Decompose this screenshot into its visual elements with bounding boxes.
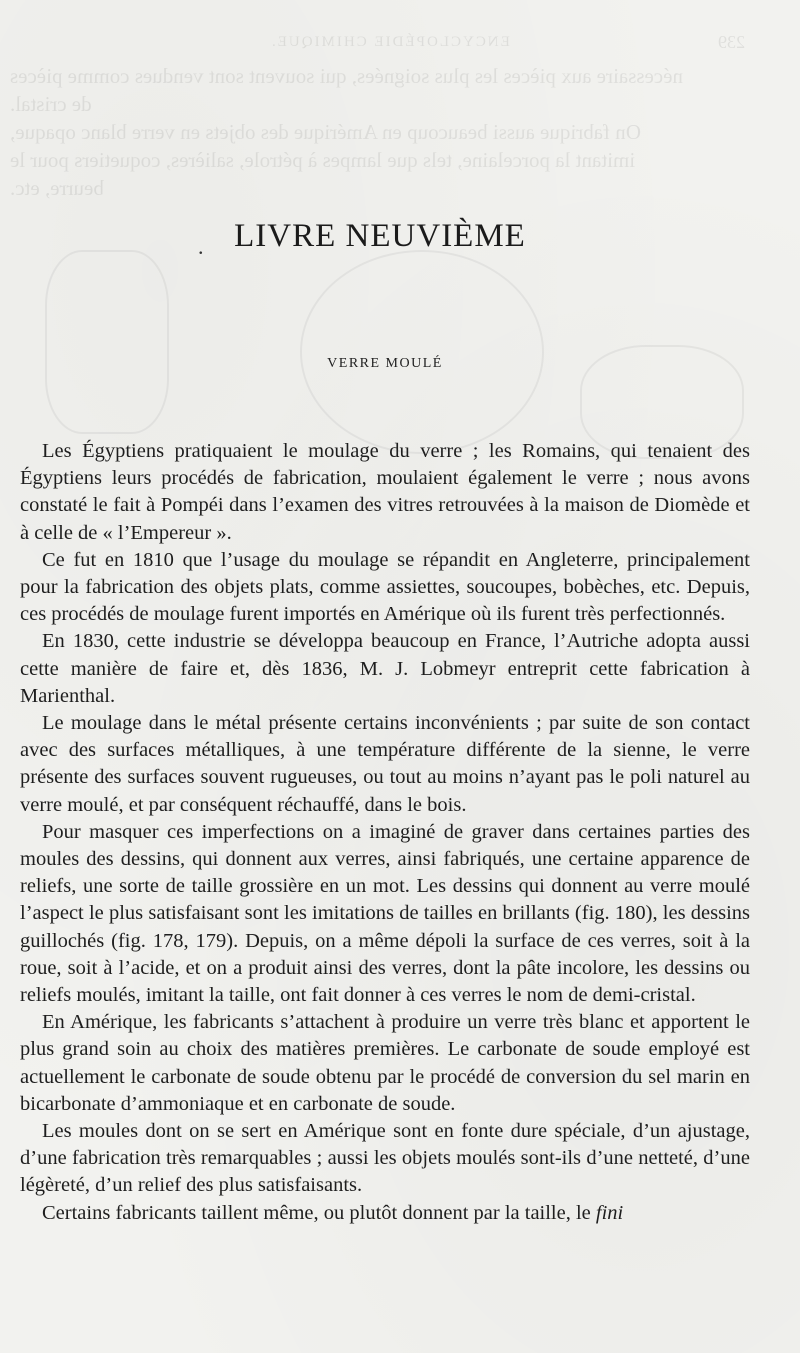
paragraph: En 1830, cette industrie se développa beaucoup en France, l’Autriche adopta aussi cette manière de faire et, dès 1836, M. J. Lobmeyr entreprit cette fabrication à Marienthal. (20, 630, 750, 707)
paragraph: En Amérique, les fabricants s’attachent à produire un verre très blanc et apportent le plus grand soin au choix des matières premières. Le carbonate de soude employé est actuellement le carbonate de soude obtenu par le procédé de conversion du sel marin en bicarbonate d’ammoniaque et en carbonate de soude. (20, 1011, 750, 1115)
show-through-figure (300, 250, 544, 454)
print-speck: . (198, 234, 204, 259)
italic-word: fini (595, 1201, 624, 1224)
show-through-page-number: 239 (718, 32, 745, 52)
chapter-title: LIVRE NEUVIÈME (234, 218, 526, 254)
show-through-line: nécessaire aux pièces les plus soignées, qui souvent sont vendues comme pièces (10, 64, 683, 88)
paragraph: Les moules dont on se sert en Amérique sont en fonte dure spéciale, d’un ajustage, d’une fabrication très remarquables ; aussi les objets moulés sont-ils d’une netteté, d’une légèreté, d’un relief des plus satisfaisants. (20, 1120, 750, 1197)
show-through-line: imitant la porcelaine, tels que lampes à pétrole, salières, coquetiers pour le (10, 148, 636, 172)
body-text (20, 438, 750, 1227)
paragraph: Les Égyptiens pratiquaient le moulage du verre ; les Romains, qui tenaient des Égyptiens leurs procédés de fabrication, moulaient également le verre ; nous avons constaté le fait à Pompéi dans l’examen des vitres retrouvées à la maison de Diomède et à celle de « l’Empereur ». (20, 440, 750, 544)
paragraph: Pour masquer ces imperfections on a imaginé de graver dans certaines parties des moules des dessins, qui donnent aux verres, ainsi fabriqués, une certaine apparence de reliefs, une sorte de taille grossière en un mot. Les dessins qui donnent au verre moulé l’aspect le plus satisfaisant sont les imitations de tailles en brillants (fig. 180), les dessins guillochés (fig. 178, 179). Depuis, on a même dépoli la surface de ces verres, soit à la roue, soit à l’acide, et on a produit ainsi des verres, dont la pâte incolore, les dessins ou reliefs moulés, imitant la taille, ont fait donner à ces verres le nom de demi-cristal. (20, 820, 750, 1007)
show-through-figure (45, 250, 169, 434)
show-through-line: beurre, etc. (10, 176, 104, 200)
paragraph: Le moulage dans le métal présente certains inconvénients ; par suite de son contact avec des surfaces métalliques, à une température différente de la sienne, le verre présente des surfaces souvent rugueuses, ou tout au moins n’ayant pas le poli naturel au verre moulé, et par conséquent réchauffé, dans le bois. (20, 712, 750, 816)
show-through-line: On fabrique aussi beaucoup en Amérique des objets en verre blanc opaque, (10, 120, 641, 144)
show-through-header: ENCYCLOPÉDIE CHIMIQUE. (270, 34, 510, 50)
paragraph-last-text: Certains fabricants taillent même, ou plutôt donnent par la taille, le (42, 1201, 596, 1224)
section-subtitle: VERRE MOULÉ (327, 356, 443, 371)
paragraph: Ce fut en 1810 que l’usage du moulage se répandit en Angleterre, principalement pour la fabrication des objets plats, comme assiettes, soucoupes, bobèches, etc. Depuis, ces procédés de moulage furent importés en Amérique où ils furent très perfectionnés. (20, 548, 750, 626)
paragraph-last (20, 1200, 750, 1227)
show-through-line: de cristal. (10, 92, 92, 116)
